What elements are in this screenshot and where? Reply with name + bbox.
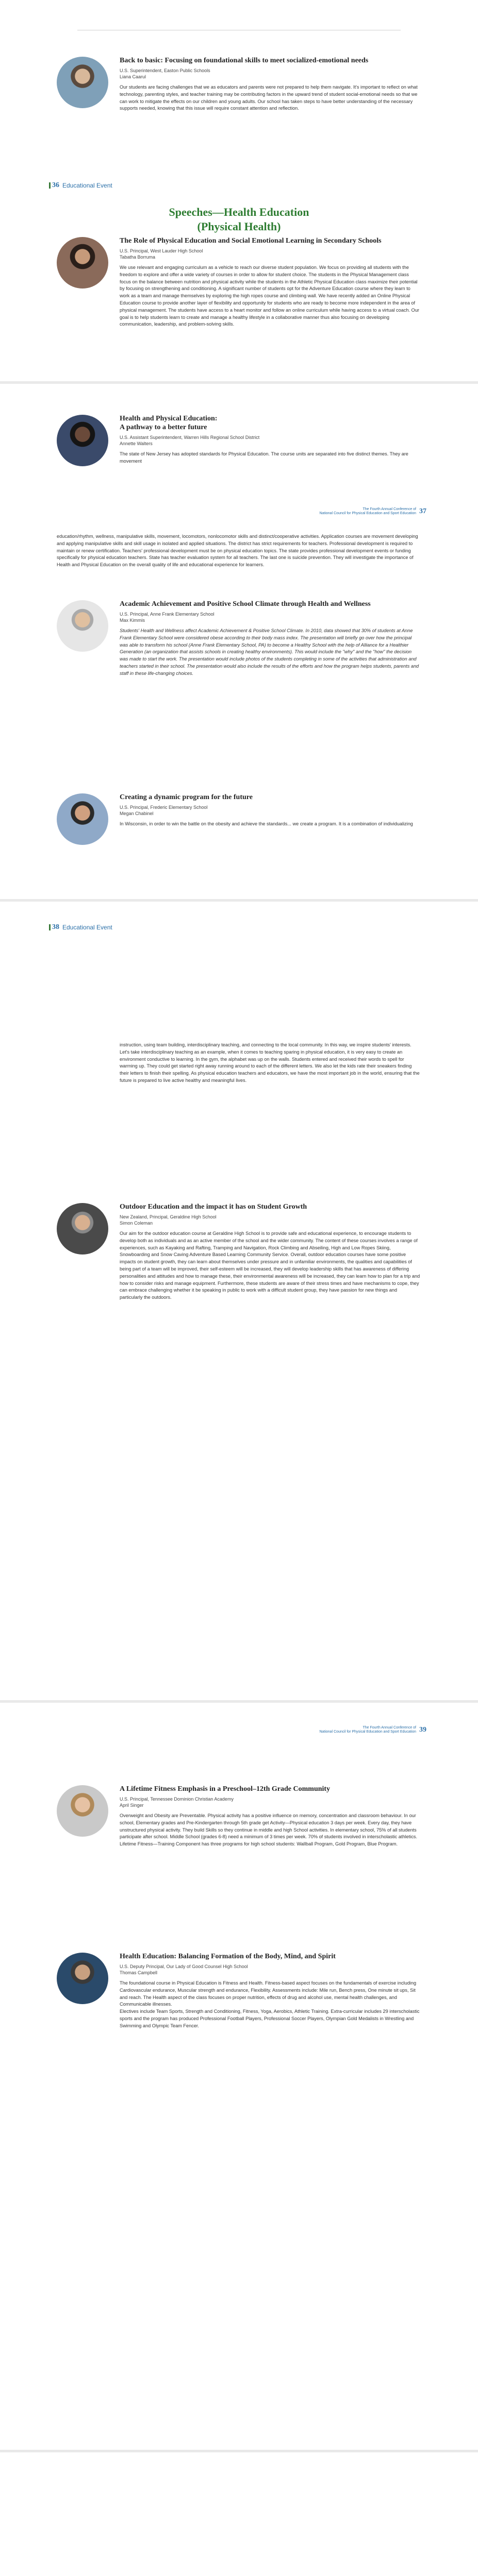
page-header (49, 181, 112, 190)
page-number: 39 (419, 1726, 426, 1734)
speech-body: Overweight and Obesity are Preventable. Physical activity has a positive influence on memory, concentration and classroom behaviour. In our school, Elementary grades and Pre-Kindergarten through 5th grade get Activity—Physical education 3 days per week. Every day, they have unstructured physical activity. They build Skills so they continue in middle and high School activities. In elementary school, 75% of all students participate after school. Middle School (grades 6-8) need a minimum of 3 times per week. 70% of students involved in interscholastic athletics. Lifetime Fitness—Training Component has three programs for high school students: Wallball Program, Gold Program, Blue Program. (120, 1813, 418, 1847)
speech-title: Health Education: Balancing Formation of the Body, Mind, and Spirit (120, 1953, 336, 1960)
page-38 (0, 902, 478, 1700)
speech-body: Students' Health and Wellness affect Academic Achievement & Positive School Climate. In 2010, data showed that 30% of students at Anne Frank Elementary School were considered obese according to their body mass index. The presentation will briefly go over how the principal was able to transform his school (Anne Frank Elementary School, PA) to become a Healthy School with the help of Alliance for a Healthier Generation (an organization that assists schools in creating healthy environments). This would include the "why" and the "how" the decision was made to start the work. The presentation would include photos of the students completing in some of the activities that administration and teachers started in their school. The presentation would also include the results of the efforts and how the program helps students, parents and staff in these life-changing choices. (120, 628, 419, 676)
page-footer (319, 1726, 426, 1735)
footer-text: The Fourth Annual Conference of National Council for Physical Education and Sport Education (319, 507, 416, 516)
speech-body: The foundational course in Physical Education is Fitness and Health. Fitness-based aspect focuses on the fundamentals of exercise including Cardiovascular endurance, Muscular strength and endurance, Flexibility. Assessments include: Mile run, Bench press, One minute sit ups, Sit and reach. The Health aspect of the class focuses on proper nutrition, effects of drug and alcohol use, mental health challenges, and Communicable illnesses. Electives include Team Sports, Strength and Conditioning, Fitness, Yoga, Aerobics, Athletic Training. Extra-curricular includes 29 interscholastic sports and the program has produced Professional Football Players, Professional Soccer Players, Olympian Gold Medalists in Wrestling and Swimming and Olympic Team Fencer. (120, 1980, 420, 2028)
speaker-info: U.S. Principal, West Lauder High School Tabatha Borruma (120, 248, 203, 260)
speech-continuation (57, 1042, 421, 1084)
speech-body: education/rhythm, wellness, manipulative skills, movement, locomotors, nonlocomotor skills and distinct/cooperative activities. Application courses are movement developing and applying manipulative skills and skill usage in isolated and applied situations. The district has strict requirements for teachers. Professional development is required to maintain or renew certification. Teachers' professional development must be on physical education topics. The state provides professional development events or funding specifically for physical education teachers. State has teacher evaluation system for all teachers. The last one is suicide prevention. They will investigate the importance of Health and Physical Education on the overall quality of life and educational experience for learners. (57, 534, 418, 568)
speaker-photo (57, 793, 108, 845)
page-39 (0, 1703, 478, 2450)
speaker-info: U.S. Principal, Tennessee Dominion Christian Academy April Singer (120, 1796, 234, 1808)
speaker-photo (57, 415, 108, 466)
speech-title: Health and Physical Education: A pathway to a better future (120, 415, 218, 431)
speech-entry (57, 793, 421, 828)
speech-continuation (57, 533, 421, 569)
section-label: Educational Event (62, 182, 112, 189)
page-footer (319, 507, 426, 516)
speaker-photo (57, 1203, 108, 1255)
speech-entry (57, 57, 421, 112)
speaker-info: U.S. Assistant Superintendent, Warren Hills Regional School District Annette Walters (120, 434, 260, 446)
speech-title: Outdoor Education and the impact it has on Student Growth (120, 1203, 307, 1211)
speaker-photo (57, 57, 108, 108)
speech-title: Academic Achievement and Positive School Climate through Health and Wellness (120, 600, 371, 608)
speaker-info: New Zealand, Principal, Geraldine High School Simon Coleman (120, 1214, 217, 1226)
page-header (49, 923, 112, 931)
speech-title: A Lifetime Fitness Emphasis in a Preschool–12th Grade Community (120, 1785, 331, 1793)
speech-entry (57, 1785, 421, 1848)
speech-body: In Wisconsin, in order to win the battle on the obesity and achieve the standards... we create a program. It is a combination of individualizing (120, 821, 413, 827)
speaker-info: U.S. Principal, Frederic Elementary School Megan Chabinel (120, 804, 208, 816)
page-number: 38 (49, 923, 59, 931)
speech-entry (57, 600, 421, 677)
footer-text: The Fourth Annual Conference of National Council for Physical Education and Sport Education (319, 1726, 416, 1734)
speaker-photo (57, 1953, 108, 2004)
speech-entry (57, 415, 421, 465)
section-label: Educational Event (62, 924, 112, 931)
speeches-title: Speeches—Health Education (Physical Health) (169, 206, 309, 233)
speaker-info: U.S. Principal, Anne Frank Elementary School Max Kimmis (120, 611, 215, 623)
speech-title: Back to basic: Focusing on foundational skills to meet socialized-emotional needs (120, 57, 369, 64)
speaker-photo (57, 1785, 108, 1837)
speech-body: Our aim for the outdoor education course at Geraldine High School is to provide safe and educational experience, to encourage students to develop both as individuals and as an active member of the school and the wider community. The content of these courses involves a range of experiences, such as Kayaking and Rafting, Tramping and Navigation, Rock Climbing and Abseiling, High and Low Ropes Skiing, Snowboarding and Snow Caving Adventure Based Learning Community Service. Overall, outdoor education courses have some positive impacts on student growth, they can learn about themselves under pressure and in unfamiliar environments, the qualities and capabilities of being part of a team will be improved, their self-esteem will be increased, they will develop leadership skills that has awareness of differing personalities and attitudes and how to manage these, their environmental awareness will be increased, they can learn how to plan for a trip and how to consider risks and manage equipment. Furthermore, these students are aware of their stress times and have mechanisms to cope, they can embrace challenging whether it be speaking in public to work with a difficult student group, they have passion for new things and particularly the outdoors. (120, 1231, 420, 1300)
page-40 (0, 2452, 478, 2576)
page-37 (0, 384, 478, 899)
speech-body: The state of New Jersey has adopted standards for Physical Education. The course units are separated into five distinct themes. They are movement (120, 451, 408, 464)
speech-entry (57, 1203, 421, 1301)
speech-title: The Role of Physical Education and Social Emotional Learning in Secondary Schools (120, 237, 382, 245)
speech-body: Our students are facing challenges that we as educators and parents were not prepared to help them navigate. It's important to reflect on what technology, parenting styles, and teacher training may be contributing factors in the upward trend of student social-emotional needs so that we can work to mitigate the effects on our children and young adults. Our school has taken steps to have better understanding of the necessary supports needed, knowing that this issue will require constant attention and reflection. (120, 84, 418, 111)
speaker-info: U.S. Superintendent, Easton Public Schools Liana Caarul (120, 67, 210, 79)
page-36 (0, 0, 478, 381)
speaker-info: U.S. Deputy Principal, Our Lady of Good Counsel High School Thomas Campbell (120, 1963, 248, 1975)
page-number: 37 (419, 507, 426, 516)
speech-body: instruction, using team building, interdisciplinary teaching, and connecting to the local community. In this way, we inspire students' interests. Let's take interdisciplinary teaching as an example, when it comes to teaching sparing in physical education, it is very easy to create an environment conductive to learning. In the gym, the alphabet was up on the walls. Students entered and received their words to spell for warming up. They could get started right away running around to each of the different letters. We also let the kids rate their sneakers finding their letters to finish their spelling. As physical education teachers and educators, we have the most important job in the world, ensuring that the future is prepared to live active healthy and meaningful lives. (120, 1042, 420, 1083)
speech-entry (57, 1953, 421, 2030)
speech-entry (57, 237, 421, 328)
page-number: 36 (49, 181, 59, 190)
speaker-photo (57, 237, 108, 289)
speaker-photo (57, 600, 108, 652)
speech-title: Creating a dynamic program for the future (120, 793, 253, 801)
speech-body: We use relevant and engaging curriculum as a vehicle to reach our diverse student population. We focus on providing all students with the freedom to explore and offer a wide variety of courses in order to allow for student choice. The students in the Physical Management class focus on the balance between nutrition and physical activity while the students in the Athletic Physical Education class maximize their potential by focusing on strengthening and conditioning. A significant number of students opt for the Adventure Education course where they learn to work as a team and manage themselves by exploring the high ropes course and climbing wall. We have recently added an Online Physical Education course to provide another layer of flexibility and opportunity for students who are ready to become more independent in the area of physical management. The students have access to a heart monitor and follow an online curriculum while having access to a virtual coach. Our goal is to help students learn to create and manage a healthy lifestyle in a collaborative manner thus also focusing on developing communication, leadership, and problem-solving skills. (120, 265, 419, 327)
